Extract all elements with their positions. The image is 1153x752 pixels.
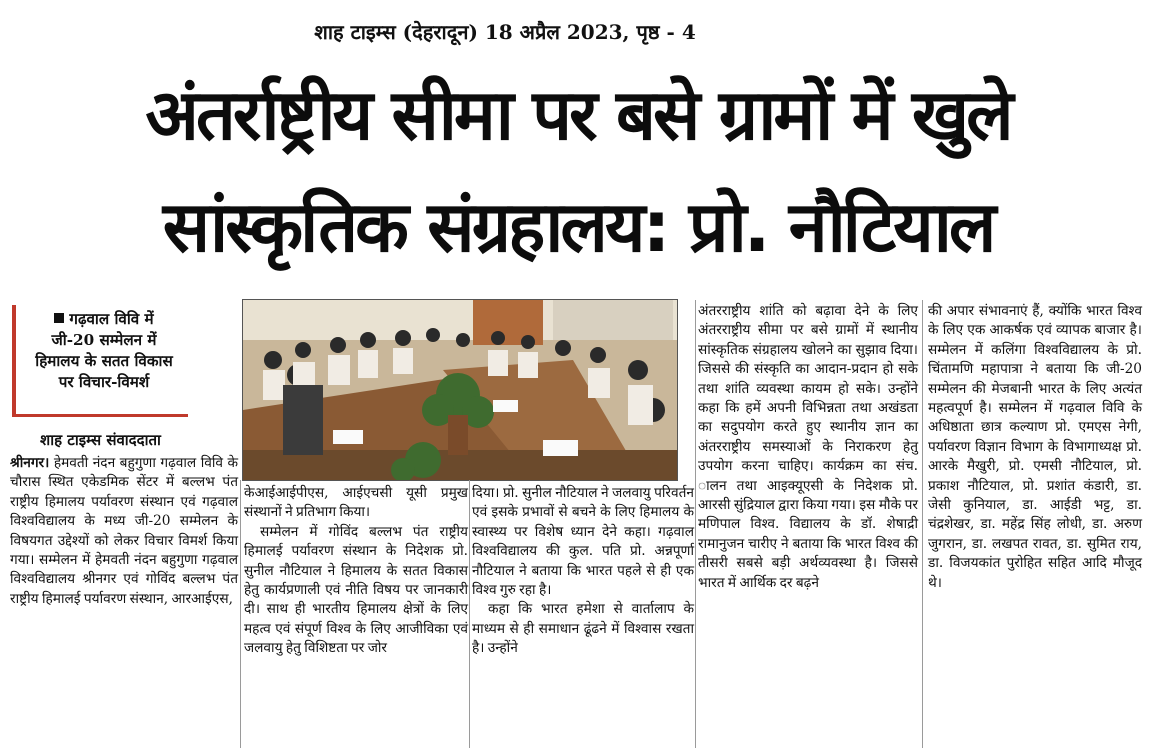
sub-headline-line-4: पर विचार-विमर्श: [58, 373, 150, 391]
byline: शाह टाइम्स संवाददाता: [40, 431, 161, 449]
column-3-paragraph-2: कहा कि भारत हमेशा से वार्तालाप के माध्यम से ही समाधान ढूंढने में विश्वास रखता है। उन्होंने: [472, 601, 694, 657]
column-divider: [240, 480, 241, 748]
column-2-paragraph-2: सम्मेलन में गोविंद बल्लभ पंत राष्ट्रीय हिमालई पर्यावरण संस्थान के निदेशक प्रो. सुनील नौटियाल ने हिमालय के सतत विकास हेतु कार्यप्रणाली एवं नीति विषय पर जानकारी दी। साथ ही भारतीय हिमालय क्षेत्रों के लिए महत्व एवं संपूर्ण विश्व के लिए आजीविका एवं जलवायु हेतु विशिष्टता पर जोर: [244, 523, 468, 657]
column-5-text: की अपार संभावनाएं हैं, क्योंकि भारत विश्व के लिए एक आकर्षक एवं व्यापक बाजार है। सम्मेलन में कलिंगा विश्वविद्यालय के प्रो. चिंतामणि महापात्रा ने बताया कि जी-20 सम्मेलन की मेजबानी भारत के लिए अत्यंत महत्वपूर्ण है। सम्मेलन में गढ़वाल विवि के अधिष्ठाता छात्र कल्याण प्रो. एमएस नेगी, पर्यावरण विज्ञान विभाग के विभागाध्यक्ष प्रो. आरके मैखुरी, प्रो. एमसी नौटियाल, प्रो. प्रकाश नौटियाल, प्रो. प्रशांत कंडारी, डा. जेसी कुनियाल, डा. आईडी भट्ट, डा. चंद्रशेखर, डा. महेंद्र सिंह लोधी, डा. अरुण जुगरान, डा. लखपत रावत, डा. सुमित राय, डा. विजयकांत पुरोहित सहित आदि मौजूद थे।: [928, 303, 1142, 591]
column-2-paragraph-1: केआईआईपीएस, आईएचसी यूसी प्रमुख संस्थानों ने प्रतिभाग किया।: [244, 485, 468, 521]
headline-line-2: सांस्कृतिक संग्रहालय: प्रो. नौटियाल: [162, 186, 994, 268]
column-divider: [922, 300, 923, 748]
meeting-photo: [242, 299, 678, 481]
article-column-2: [244, 484, 468, 659]
sub-headline-line-3: हिमालय के सतत विकास: [35, 352, 173, 370]
sub-headline-box: [12, 305, 188, 417]
article-column-4: [698, 302, 918, 593]
article-column-1: [10, 454, 238, 609]
dateline: श्रीनगर।: [10, 455, 50, 471]
masthead: शाह टाइम्स (देहरादून) 18 अप्रैल 2023, पृष्ठ - 4: [314, 20, 696, 44]
article-column-5: [928, 302, 1142, 593]
conference-room-image: [243, 300, 677, 480]
sub-headline-line-2: जी-20 सम्मेलन में: [51, 331, 157, 349]
column-1-text: हेमवती नंदन बहुगुणा गढ़वाल विवि के चौरास स्थित एकेडमिक सेंटर में बल्लभ पंत राष्ट्रीय हिमालय पर्यावरण संस्थान एवं गढ़वाल विश्वविद्यालय के मध्य जी-20 सम्मेलन के विषयगत उद्देश्यों को लेकर विचार विमर्श किया गया। सम्मेलन में हेमवती नंदन बहुगुणा गढ़वाल विश्वविद्यालय श्रीनगर एवं गोविंद बल्लभ पंत राष्ट्रीय हिमालई पर्यावरण संस्थान, आरआईएस,: [10, 455, 238, 607]
headline-line-1: अंतर्राष्ट्रीय सीमा पर बसे ग्रामों में खुले: [145, 74, 1011, 156]
column-3-paragraph-1: दिया। प्रो. सुनील नौटियाल ने जलवायु परिवर्तन एवं इसके प्रभावों से बचने के लिए हिमालय के स्वास्थ्य पर विशेष ध्यान देने कहा। गढ़वाल विश्वविद्यालय की कुल. पति प्रो. अन्नपूर्णा नौटियाल ने बताया कि भारत पहले से ही एक विश्व गुरु रहा है।: [472, 485, 694, 599]
sub-headline-line-1: गढ़वाल विवि में: [22, 309, 186, 330]
article-column-3: [472, 484, 694, 659]
column-divider: [695, 300, 696, 748]
column-4-text: अंतरराष्ट्रीय शांति को बढ़ावा देने के लिए अंतरराष्ट्रीय सीमा पर बसे ग्रामों में स्थानीय सांस्कृतिक संग्रहालय खोलने का सुझाव दिया। जिससे की संस्कृति का आदान-प्रदान हो सके तथा शांति व्यवस्था कायम हो सके। उन्होंने कहा कि हमें अपनी विभिन्नता तथा अखंडता का सदुपयोग करते हुए स्थानीय ज्ञान का अंतरराष्ट्रीय समस्याओं के निराकरण हेतु उपयोग करना चाहिए। कार्यक्रम का संच. ालन तथा आइक्यूएसी के निदेशक प्रो. आरसी सुंद्रियाल द्वारा किया गया। इस मौके पर मणिपाल विश्व. विद्यालय के डॉ. शेषाद्री रामानुजन चारीए ने बताया कि भारत विश्व की तीसरी सबसे बड़ी अर्थव्यवस्था है। जिससे भारत में आर्थिक दर बढ़ने: [698, 303, 918, 591]
square-bullet-icon: [54, 313, 64, 323]
column-divider: [469, 480, 470, 748]
